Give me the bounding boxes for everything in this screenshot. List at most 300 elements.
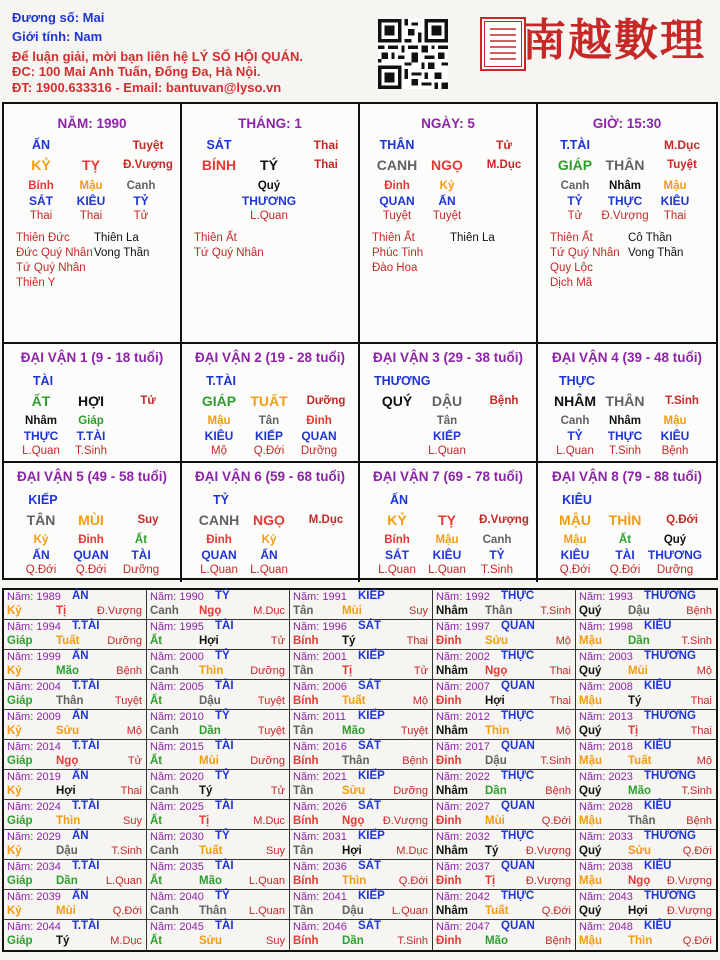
- year-cell[interactable]: [576, 590, 716, 620]
- phone-email-line: ĐT: 1900.633316 - Email: bantuvan@lyso.vn: [12, 80, 282, 95]
- year-branch: Mão: [199, 875, 222, 887]
- star-left: Tứ Quý Nhân: [194, 247, 264, 259]
- hidden-stage: Dưỡng: [656, 564, 694, 576]
- year-stem: Giáp: [7, 815, 33, 827]
- year-stage: M.Dục: [396, 845, 428, 857]
- dai-van-cell[interactable]: [182, 463, 360, 582]
- year-label: Năm: 2001: [293, 651, 347, 663]
- year-label: Năm: 2035: [150, 861, 204, 873]
- heavenly-stem: BÍNH: [201, 157, 237, 173]
- year-stage: Thai: [120, 785, 142, 797]
- year-branch: Tý: [485, 845, 499, 857]
- year-label: Năm: 2013: [579, 711, 633, 723]
- year-label: Năm: 2028: [579, 801, 633, 813]
- year-label: Năm: 2015: [150, 741, 204, 753]
- year-ten-god: QUAN: [501, 680, 535, 692]
- year-cell[interactable]: [290, 770, 433, 800]
- star-right: Vong Thần: [94, 247, 150, 259]
- year-cell[interactable]: [290, 710, 433, 740]
- star-left: Dịch Mã: [550, 277, 593, 289]
- year-branch: Thân: [56, 695, 84, 707]
- ten-god: THÂN: [379, 138, 415, 152]
- year-cell[interactable]: [576, 680, 716, 710]
- year-cell[interactable]: [147, 920, 290, 950]
- year-cell[interactable]: [576, 650, 716, 680]
- year-label: Năm: 2045: [150, 921, 204, 933]
- year-stage: Thai: [690, 725, 712, 737]
- chart-grid: [2, 102, 718, 580]
- year-ten-god: KIẾP: [358, 590, 385, 602]
- year-cell[interactable]: [290, 590, 433, 620]
- year-cell[interactable]: [433, 860, 576, 890]
- star-right: Thiên La: [450, 232, 495, 244]
- hidden-stage: L.Quan: [200, 564, 238, 576]
- year-cell[interactable]: [147, 590, 290, 620]
- hidden-stage: L.Quan: [250, 210, 288, 222]
- year-ten-god: QUAN: [501, 620, 535, 632]
- year-label: Năm: 2042: [436, 891, 490, 903]
- year-cell[interactable]: [147, 770, 290, 800]
- year-stem: Nhâm: [436, 725, 468, 737]
- year-cell[interactable]: [433, 890, 576, 920]
- year-cell[interactable]: [147, 890, 290, 920]
- hidden-stem: Mậu: [563, 534, 587, 546]
- year-cell[interactable]: [4, 620, 147, 650]
- year-branch: Sửu: [628, 845, 652, 857]
- year-ten-god: QUAN: [501, 920, 535, 932]
- year-branch: Thìn: [56, 815, 81, 827]
- year-cell[interactable]: [147, 620, 290, 650]
- hidden-stage: Thai: [663, 210, 687, 222]
- hidden-god: SÁT: [29, 194, 53, 208]
- ten-god: THƯƠNG: [374, 374, 431, 388]
- year-stage: Thai: [549, 665, 571, 677]
- year-stem: Đinh: [436, 635, 462, 647]
- year-cell[interactable]: [290, 650, 433, 680]
- year-stage: Tuyệt: [114, 695, 142, 707]
- hidden-stem: Canh: [560, 180, 590, 192]
- hidden-god: TÀI: [131, 548, 151, 562]
- year-label: Năm: 1993: [579, 591, 633, 603]
- earthly-branch: NGỌ: [431, 157, 463, 173]
- heavenly-stem: GIÁP: [201, 393, 237, 409]
- hidden-god: KIÊU: [660, 429, 690, 443]
- year-label: Năm: 1998: [579, 621, 633, 633]
- star-left: Tứ Quý Nhân: [550, 247, 620, 259]
- dai-van-title: ĐẠI VẬN 1 (9 - 18 tuổi): [20, 350, 164, 365]
- year-stem: Mậu: [579, 815, 602, 827]
- year-branch: Dậu: [56, 845, 78, 857]
- year-label: Năm: 2020: [150, 771, 204, 783]
- year-cell[interactable]: [433, 800, 576, 830]
- hidden-god: THƯƠNG: [241, 194, 297, 208]
- year-stage: Mộ: [696, 755, 712, 767]
- year-stem: Ất: [150, 935, 163, 947]
- year-cell[interactable]: [147, 830, 290, 860]
- stage: Tử: [140, 395, 156, 407]
- year-stem: Nhâm: [436, 845, 468, 857]
- year-stem: Kỷ: [7, 905, 22, 917]
- year-cell[interactable]: [433, 830, 576, 860]
- year-ten-god: T.TÀI: [72, 860, 100, 872]
- year-stage: Đ.Vượng: [96, 605, 142, 617]
- year-label: Năm: 1999: [7, 651, 61, 663]
- year-cell[interactable]: [433, 680, 576, 710]
- year-cell[interactable]: [576, 710, 716, 740]
- hidden-stage: T.Sinh: [609, 445, 641, 457]
- year-stage: Dưỡng: [250, 665, 285, 677]
- year-stem: Tân: [293, 845, 314, 857]
- hidden-stem: Kỷ: [33, 534, 49, 546]
- year-label: Năm: 2003: [579, 651, 633, 663]
- year-branch: Ngọ: [342, 815, 365, 827]
- hidden-stage: L.Quan: [250, 564, 288, 576]
- year-ten-god: TÀI: [215, 800, 234, 812]
- year-stage: Suy: [266, 935, 285, 947]
- year-ten-god: T.TÀI: [72, 740, 100, 752]
- year-stage: Mộ: [555, 635, 571, 647]
- year-cell[interactable]: [433, 650, 576, 680]
- year-cell[interactable]: [4, 650, 147, 680]
- year-stage: Tuyệt: [257, 725, 285, 737]
- year-ten-god: SÁT: [358, 860, 381, 872]
- year-branch: Mão: [485, 935, 508, 947]
- year-cell[interactable]: [4, 920, 147, 950]
- header: [0, 0, 720, 104]
- pillar-title: THÁNG: 1: [238, 116, 302, 131]
- contact-line: Để luận giải, mời bạn liên hệ LÝ SỐ HỘI QUÁN.: [12, 49, 303, 64]
- hidden-stem: Canh: [560, 415, 590, 427]
- year-cell[interactable]: [147, 710, 290, 740]
- year-stage: Tử: [270, 635, 285, 647]
- hidden-god: THỰC: [23, 429, 59, 443]
- year-label: Năm: 2009: [7, 711, 61, 723]
- dai-van-cell[interactable]: [182, 344, 360, 463]
- year-label: Năm: 2006: [293, 681, 347, 693]
- year-branch: Dậu: [485, 755, 507, 767]
- year-ten-god: ẤN: [72, 650, 89, 662]
- hidden-stem: Tân: [436, 415, 458, 427]
- star-left: Thiên Ất: [372, 232, 415, 244]
- year-stem: Canh: [150, 725, 179, 737]
- star-left: Thiên Ất: [550, 232, 593, 244]
- year-stage: T.Sinh: [540, 605, 571, 617]
- hidden-god: QUAN: [379, 194, 415, 208]
- year-ten-god: TỶ: [215, 770, 230, 782]
- year-ten-god: KIÊU: [644, 920, 672, 932]
- year-cell[interactable]: [4, 890, 147, 920]
- year-label: Năm: 2043: [579, 891, 633, 903]
- heavenly-stem: GIÁP: [557, 157, 593, 173]
- year-cell[interactable]: [290, 740, 433, 770]
- year-stage: L.Quan: [391, 905, 428, 917]
- hidden-stem: Mậu: [663, 415, 687, 427]
- star-left: Thiên Đức: [16, 232, 70, 244]
- year-ten-god: ẤN: [72, 590, 89, 602]
- year-branch: Sửu: [342, 785, 366, 797]
- hidden-stem: Mậu: [79, 180, 103, 192]
- year-stage: Q.Đới: [682, 935, 712, 947]
- year-cell[interactable]: [4, 860, 147, 890]
- year-stem: Tân: [293, 905, 314, 917]
- year-cell[interactable]: [147, 860, 290, 890]
- year-cell[interactable]: [4, 590, 147, 620]
- year-cell[interactable]: [576, 620, 716, 650]
- year-label: Năm: 2025: [150, 801, 204, 813]
- year-ten-god: KIÊU: [644, 740, 672, 752]
- dai-van-cell[interactable]: [538, 344, 716, 463]
- earthly-branch: THÂN: [605, 393, 645, 409]
- hidden-stem: Quý: [257, 180, 281, 192]
- heavenly-stem: MẬU: [559, 512, 591, 528]
- year-cell[interactable]: [576, 740, 716, 770]
- hidden-stage: Q.Đới: [559, 564, 591, 576]
- hidden-stage: T.Sinh: [75, 445, 107, 457]
- year-cell[interactable]: [290, 620, 433, 650]
- year-cell[interactable]: [290, 920, 433, 950]
- star-left: Thiên Ất: [194, 232, 237, 244]
- year-stage: T.Sinh: [540, 755, 571, 767]
- hidden-god: SÁT: [385, 548, 409, 562]
- year-cell[interactable]: [433, 590, 576, 620]
- year-ten-god: KIẾP: [358, 770, 385, 782]
- year-ten-god: QUAN: [501, 800, 535, 812]
- brand-logo: 南越數理: [522, 15, 706, 66]
- hidden-god: KIÊU: [204, 429, 234, 443]
- year-ten-god: KIÊU: [644, 680, 672, 692]
- hidden-stem: Canh: [482, 534, 512, 546]
- year-stage: T.Sinh: [681, 635, 712, 647]
- hidden-god: KIẾP: [432, 429, 461, 443]
- year-cell[interactable]: [4, 800, 147, 830]
- year-stage: Mộ: [555, 725, 571, 737]
- earthly-branch: TÝ: [260, 157, 278, 173]
- ten-god: THỰC: [558, 374, 596, 388]
- year-ten-god: KIẾP: [358, 710, 385, 722]
- year-cell[interactable]: [576, 830, 716, 860]
- star-right: Vong Thần: [628, 247, 684, 259]
- year-ten-god: THƯƠNG: [644, 710, 696, 722]
- year-branch: Dần: [485, 785, 507, 797]
- year-cell[interactable]: [290, 860, 433, 890]
- year-stage: Tử: [413, 665, 428, 677]
- stage: M.Dục: [308, 514, 344, 526]
- dai-van-cell[interactable]: [4, 463, 182, 582]
- year-stem: Nhâm: [436, 665, 468, 677]
- year-cell[interactable]: [4, 830, 147, 860]
- earthly-branch: TUẤT: [250, 393, 288, 409]
- year-cell[interactable]: [576, 800, 716, 830]
- star-right: Cô Thần: [628, 232, 672, 244]
- year-cell[interactable]: [433, 740, 576, 770]
- year-cell[interactable]: [4, 710, 147, 740]
- year-ten-god: TÀI: [215, 740, 234, 752]
- pillar-cell[interactable]: [360, 104, 538, 344]
- year-label: Năm: 2004: [7, 681, 61, 693]
- year-stage: Đ.Vượng: [525, 875, 571, 887]
- year-stem: Kỷ: [7, 605, 22, 617]
- year-stem: Bính: [293, 875, 319, 887]
- year-cell[interactable]: [576, 920, 716, 950]
- ten-god: ẤN: [31, 138, 51, 152]
- year-stage: Dưỡng: [250, 755, 285, 767]
- year-cell[interactable]: [4, 740, 147, 770]
- year-cell[interactable]: [433, 770, 576, 800]
- year-cell[interactable]: [290, 680, 433, 710]
- year-branch: Thìn: [485, 725, 510, 737]
- year-stem: Tân: [293, 785, 314, 797]
- qr-code-icon[interactable]: [378, 19, 448, 89]
- hidden-stem: Mậu: [207, 415, 231, 427]
- year-stage: T.Sinh: [111, 845, 142, 857]
- year-cell[interactable]: [4, 770, 147, 800]
- year-ten-god: TÀI: [215, 860, 234, 872]
- year-cell[interactable]: [433, 710, 576, 740]
- hidden-god: KIẾP: [254, 429, 283, 443]
- year-branch: Sửu: [56, 725, 80, 737]
- year-stem: Tân: [293, 665, 314, 677]
- year-branch: Mùi: [199, 755, 219, 767]
- pillar-cell[interactable]: [182, 104, 360, 344]
- year-cell[interactable]: [147, 650, 290, 680]
- year-branch: Thìn: [628, 935, 653, 947]
- year-label: Năm: 1992: [436, 591, 490, 603]
- year-branch: Tuất: [485, 905, 509, 917]
- hidden-god: QUAN: [73, 548, 109, 562]
- year-stage: Dưỡng: [107, 635, 142, 647]
- year-label: Năm: 1994: [7, 621, 61, 633]
- ten-god: KIÊU: [562, 493, 592, 507]
- year-stem: Mậu: [579, 695, 602, 707]
- hidden-stage: Dưỡng: [122, 564, 160, 576]
- ten-god: T.TÀI: [206, 374, 236, 388]
- dai-van-title: ĐẠI VẬN 4 (39 - 48 tuổi): [551, 350, 703, 365]
- year-branch: Mùi: [56, 905, 76, 917]
- year-stage: Thai: [549, 695, 571, 707]
- year-ten-god: ẤN: [72, 710, 89, 722]
- year-ten-god: TỶ: [215, 590, 230, 602]
- year-label: Năm: 2048: [579, 921, 633, 933]
- year-stage: Suy: [266, 845, 285, 857]
- hidden-stem: Kỷ: [439, 180, 455, 192]
- hidden-stage: T.Sinh: [481, 564, 513, 576]
- year-stem: Quý: [579, 665, 602, 677]
- year-cell[interactable]: [433, 920, 576, 950]
- year-branch: Mão: [628, 785, 651, 797]
- year-cell[interactable]: [147, 800, 290, 830]
- year-stem: Đinh: [436, 695, 462, 707]
- hidden-god: KIÊU: [660, 194, 690, 208]
- year-branch: Hợi: [485, 695, 505, 707]
- hidden-stem: Nhâm: [25, 415, 57, 427]
- year-stem: Bính: [293, 695, 319, 707]
- year-stage: L.Quan: [248, 905, 285, 917]
- ten-god: TÀI: [32, 374, 54, 388]
- year-stem: Đinh: [436, 755, 462, 767]
- hidden-god: QUAN: [301, 429, 337, 443]
- year-ten-god: THỰC: [501, 830, 535, 842]
- year-branch: Tý: [342, 635, 356, 647]
- pillar-cell[interactable]: [538, 104, 716, 344]
- heavenly-stem: KỶ: [31, 157, 51, 173]
- ten-god: ẤN: [389, 493, 409, 507]
- dai-van-title: ĐẠI VẬN 8 (79 - 88 tuổi): [551, 469, 703, 484]
- year-label: Năm: 2044: [7, 921, 61, 933]
- year-label: Năm: 2011: [293, 711, 346, 723]
- year-label: Năm: 1990: [150, 591, 204, 603]
- hidden-god: KIÊU: [432, 548, 462, 562]
- year-label: Năm: 2018: [579, 741, 633, 753]
- stage: Tuyệt: [132, 138, 164, 152]
- year-cell[interactable]: [576, 890, 716, 920]
- year-ten-god: T.TÀI: [72, 680, 100, 692]
- dai-van-title: ĐẠI VẬN 6 (59 - 68 tuổi): [194, 469, 346, 484]
- year-stage: Dưỡng: [393, 785, 428, 797]
- hidden-stem: Đinh: [206, 534, 232, 546]
- year-cell[interactable]: [290, 830, 433, 860]
- year-cell[interactable]: [147, 680, 290, 710]
- hidden-stem: Đinh: [78, 534, 104, 546]
- hidden-stem: Đinh: [384, 180, 410, 192]
- year-stem: Kỷ: [7, 665, 22, 677]
- dai-van-cell[interactable]: [4, 344, 182, 463]
- pillar-title: NGÀY: 5: [421, 116, 475, 131]
- year-cell[interactable]: [290, 800, 433, 830]
- year-label: Năm: 1997: [436, 621, 490, 633]
- year-stem: Giáp: [7, 875, 33, 887]
- year-cell[interactable]: [147, 740, 290, 770]
- year-cell[interactable]: [576, 860, 716, 890]
- dai-van-title: ĐẠI VẬN 3 (29 - 38 tuổi): [372, 350, 524, 365]
- pillar-cell[interactable]: [4, 104, 182, 344]
- hidden-stage: Q.Đới: [253, 445, 285, 457]
- dai-van-title: ĐẠI VẬN 5 (49 - 58 tuổi): [16, 469, 168, 484]
- year-stage: Mộ: [696, 665, 712, 677]
- hidden-god: ẤN: [260, 548, 278, 562]
- year-ten-god: SÁT: [358, 620, 381, 632]
- year-stage: Mộ: [412, 695, 428, 707]
- year-branch: Thân: [485, 605, 513, 617]
- year-stage: Đ.Vượng: [666, 905, 712, 917]
- year-cell[interactable]: [290, 890, 433, 920]
- year-cell[interactable]: [4, 680, 147, 710]
- year-branch: Tý: [199, 785, 213, 797]
- hidden-god: THỰC: [607, 429, 643, 443]
- hidden-stem: Canh: [126, 180, 156, 192]
- year-label: Năm: 2002: [436, 651, 490, 663]
- year-label: Năm: 2012: [436, 711, 490, 723]
- year-cell[interactable]: [433, 620, 576, 650]
- star-left: Phúc Tinh: [372, 247, 424, 259]
- hidden-stage: L.Quan: [378, 564, 416, 576]
- hidden-god: ẤN: [438, 194, 456, 208]
- dai-van-cell[interactable]: [360, 344, 538, 463]
- year-cell[interactable]: [576, 770, 716, 800]
- year-stem: Quý: [579, 785, 602, 797]
- heavenly-stem: NHÂM: [554, 393, 596, 409]
- dai-van-cell[interactable]: [538, 463, 716, 582]
- dai-van-cell[interactable]: [360, 463, 538, 582]
- year-ten-god: SÁT: [358, 800, 381, 812]
- year-branch: Sửu: [199, 935, 223, 947]
- hidden-god: TỶ: [567, 429, 583, 443]
- year-ten-god: THỰC: [501, 890, 535, 902]
- annual-luck-table: [2, 588, 718, 952]
- year-branch: Dậu: [342, 905, 364, 917]
- year-label: Năm: 2038: [579, 861, 633, 873]
- year-stem: Ất: [150, 755, 163, 767]
- year-branch: Tị: [199, 815, 210, 827]
